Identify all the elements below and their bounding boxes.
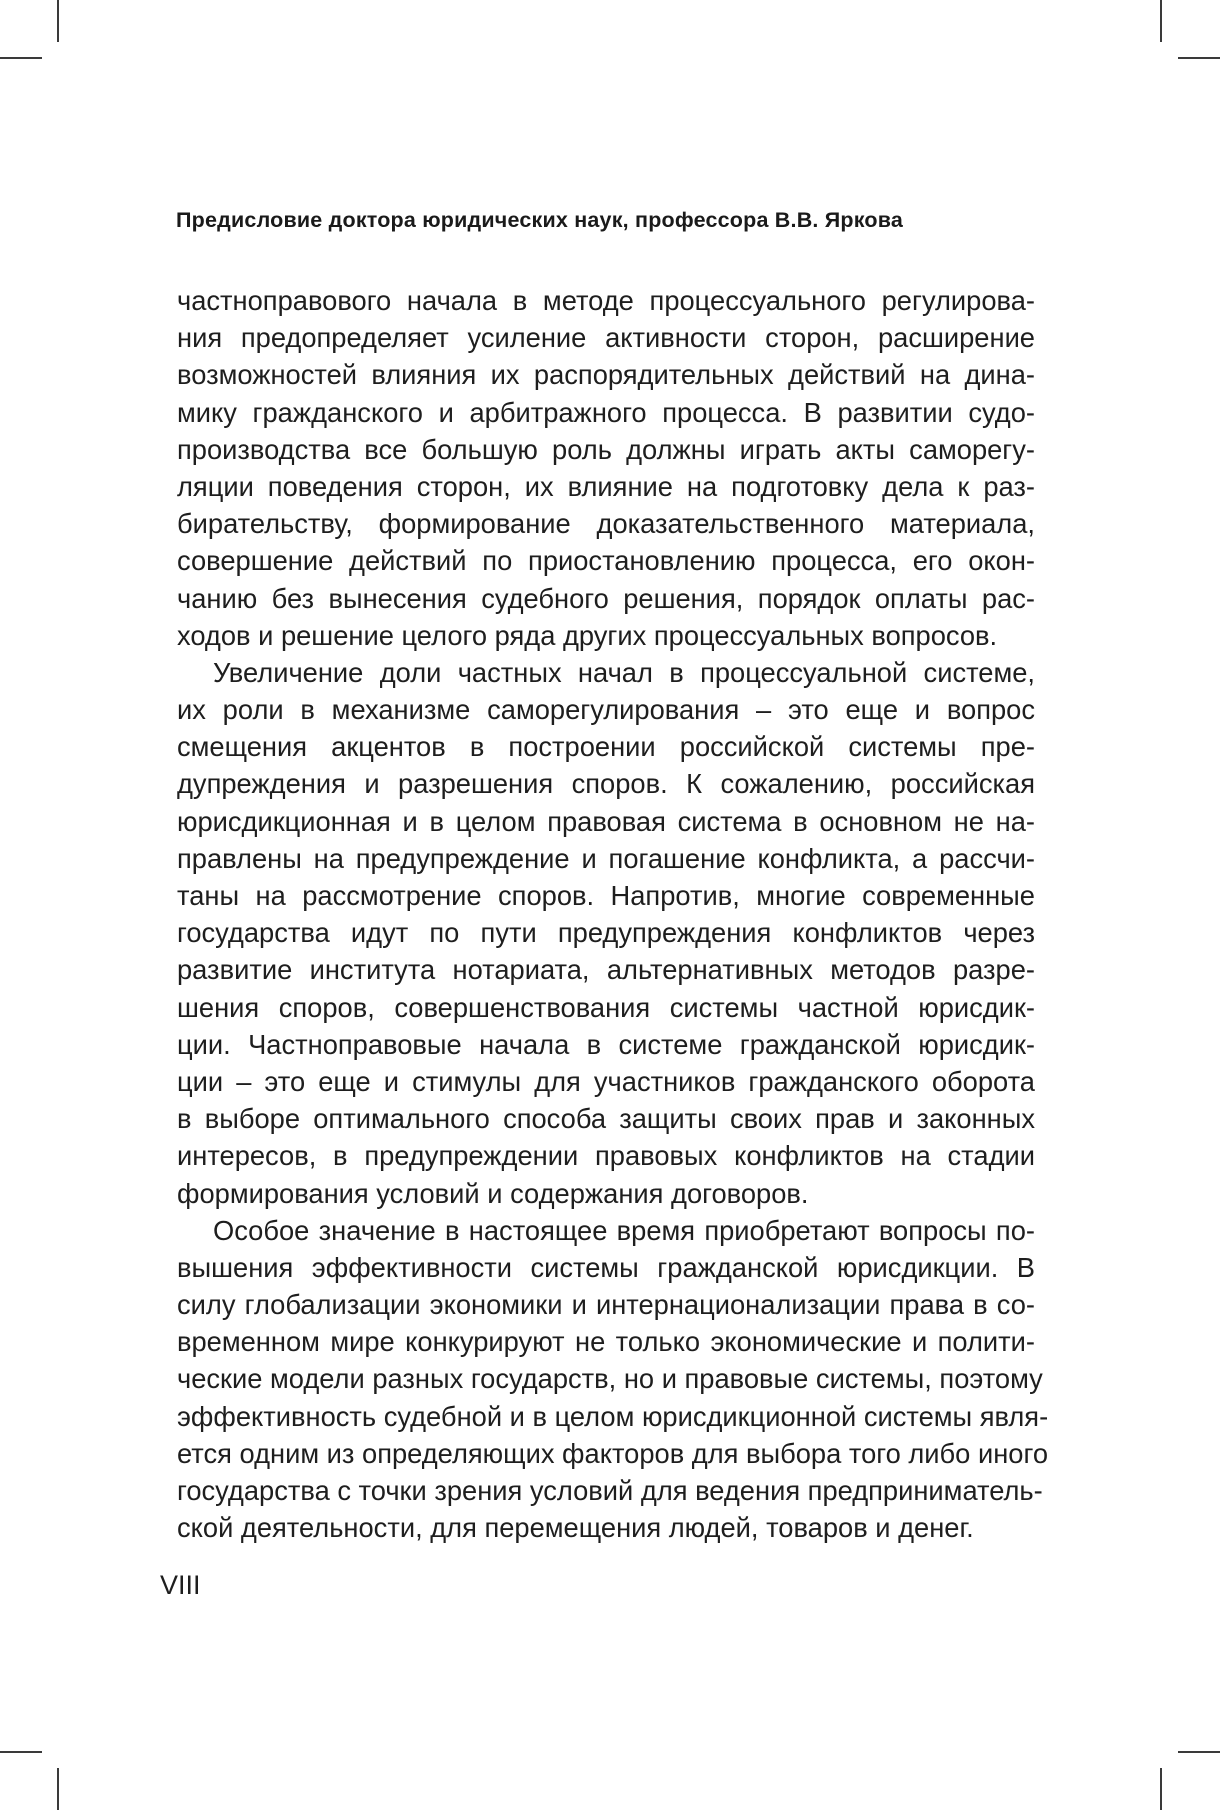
- text-line: правлены на предупреждение и погашение конфликта, а рассчи-: [177, 842, 1035, 874]
- text-line: смещения акцентов в построении российской системы пре-: [177, 731, 1035, 763]
- text-line: юрисдикционная и в целом правовая система в основном не на-: [177, 805, 1035, 837]
- text-line: совершение действий по приостановлению процесса, его окон-: [177, 545, 1035, 577]
- text-line: формирования условий и содержания договоров.: [177, 1177, 809, 1209]
- text-line: Особое значение в настоящее время приобретают вопросы по-: [213, 1214, 1035, 1246]
- paragraph: [177, 282, 1035, 654]
- text-line: ется одним из определяющих факторов для выбора того либо иного: [177, 1437, 1048, 1469]
- running-head: Предисловие доктора юридических наук, профессора В.В. Яркова: [176, 208, 904, 232]
- text-line: ния предопределяет усиление активности сторон, расширение: [177, 322, 1035, 354]
- text-line: силу глобализации экономики и интернационализации права в со-: [177, 1289, 1035, 1321]
- text-line: ляции поведения сторон, их влияние на подготовку дела к раз-: [177, 470, 1035, 502]
- text-line: чанию без вынесения судебного решения, порядок оплаты рас-: [177, 582, 1035, 614]
- text-line: временном мире конкурируют не только экономические и полити-: [177, 1326, 1035, 1358]
- text-line: в выборе оптимального способа защиты своих прав и законных: [177, 1103, 1035, 1135]
- text-line: ходов и решение целого ряда других процессуальных вопросов.: [177, 619, 998, 651]
- text-line: мику гражданского и арбитражного процесса. В развитии судо-: [177, 396, 1035, 428]
- text-line: их роли в механизме саморегулирования – это еще и вопрос: [177, 694, 1035, 726]
- text-line: бирательству, формирование доказательственного материала,: [177, 508, 1035, 540]
- text-line: развитие института нотариата, альтернативных методов разре-: [177, 954, 1035, 986]
- crop-mark-bottom-left-vertical: [57, 1768, 59, 1810]
- text-line: ской деятельности, для перемещения людей, товаров и денег.: [177, 1512, 974, 1544]
- text-line: эффективность судебной и в целом юрисдикционной системы явля-: [177, 1400, 1049, 1432]
- text-line: ции – это еще и стимулы для участников гражданского оборота: [177, 1065, 1035, 1097]
- text-line: таны на рассмотрение споров. Напротив, многие современные: [177, 880, 1035, 911]
- text-line: шения споров, совершенствования системы частной юрисдик-: [177, 991, 1035, 1023]
- text-line: интересов, в предупреждении правовых конфликтов на стадии: [177, 1140, 1035, 1172]
- text-line: возможностей влияния их распорядительных действий на дина-: [177, 359, 1035, 391]
- crop-mark-bottom-right-horizontal: [1178, 1751, 1220, 1753]
- text-line: ческие модели разных государств, но и правовые системы, поэтому: [177, 1363, 1043, 1395]
- text-line: дупреждения и разрешения споров. К сожалению, российская: [177, 768, 1035, 800]
- text-line: вышения эффективности системы гражданской юрисдикции. В: [177, 1251, 1035, 1283]
- crop-mark-top-left-horizontal: [0, 57, 42, 59]
- page-number: VIII: [160, 1570, 201, 1600]
- crop-mark-top-right-vertical: [1160, 0, 1162, 42]
- body-text: [177, 282, 1049, 1546]
- paragraph: [177, 1212, 1049, 1547]
- crop-mark-bottom-right-vertical: [1160, 1768, 1162, 1810]
- text-line: государства с точки зрения условий для ведения предприниматель-: [177, 1475, 1043, 1506]
- text-line: ции. Частноправовые начала в системе гражданской юрисдик-: [177, 1028, 1035, 1060]
- paragraph: [177, 654, 1035, 1212]
- text-line: производства все большую роль должны играть акты саморегу-: [177, 433, 1035, 465]
- crop-mark-top-right-horizontal: [1178, 57, 1220, 59]
- text-line: Увеличение доли частных начал в процессуальной системе,: [213, 656, 1035, 688]
- text-line: государства идут по пути предупреждения конфликтов через: [177, 917, 1035, 949]
- crop-mark-bottom-left-horizontal: [0, 1751, 42, 1753]
- text-line: частноправового начала в методе процессуального регулирова-: [177, 285, 1035, 316]
- crop-mark-top-left-vertical: [57, 0, 59, 42]
